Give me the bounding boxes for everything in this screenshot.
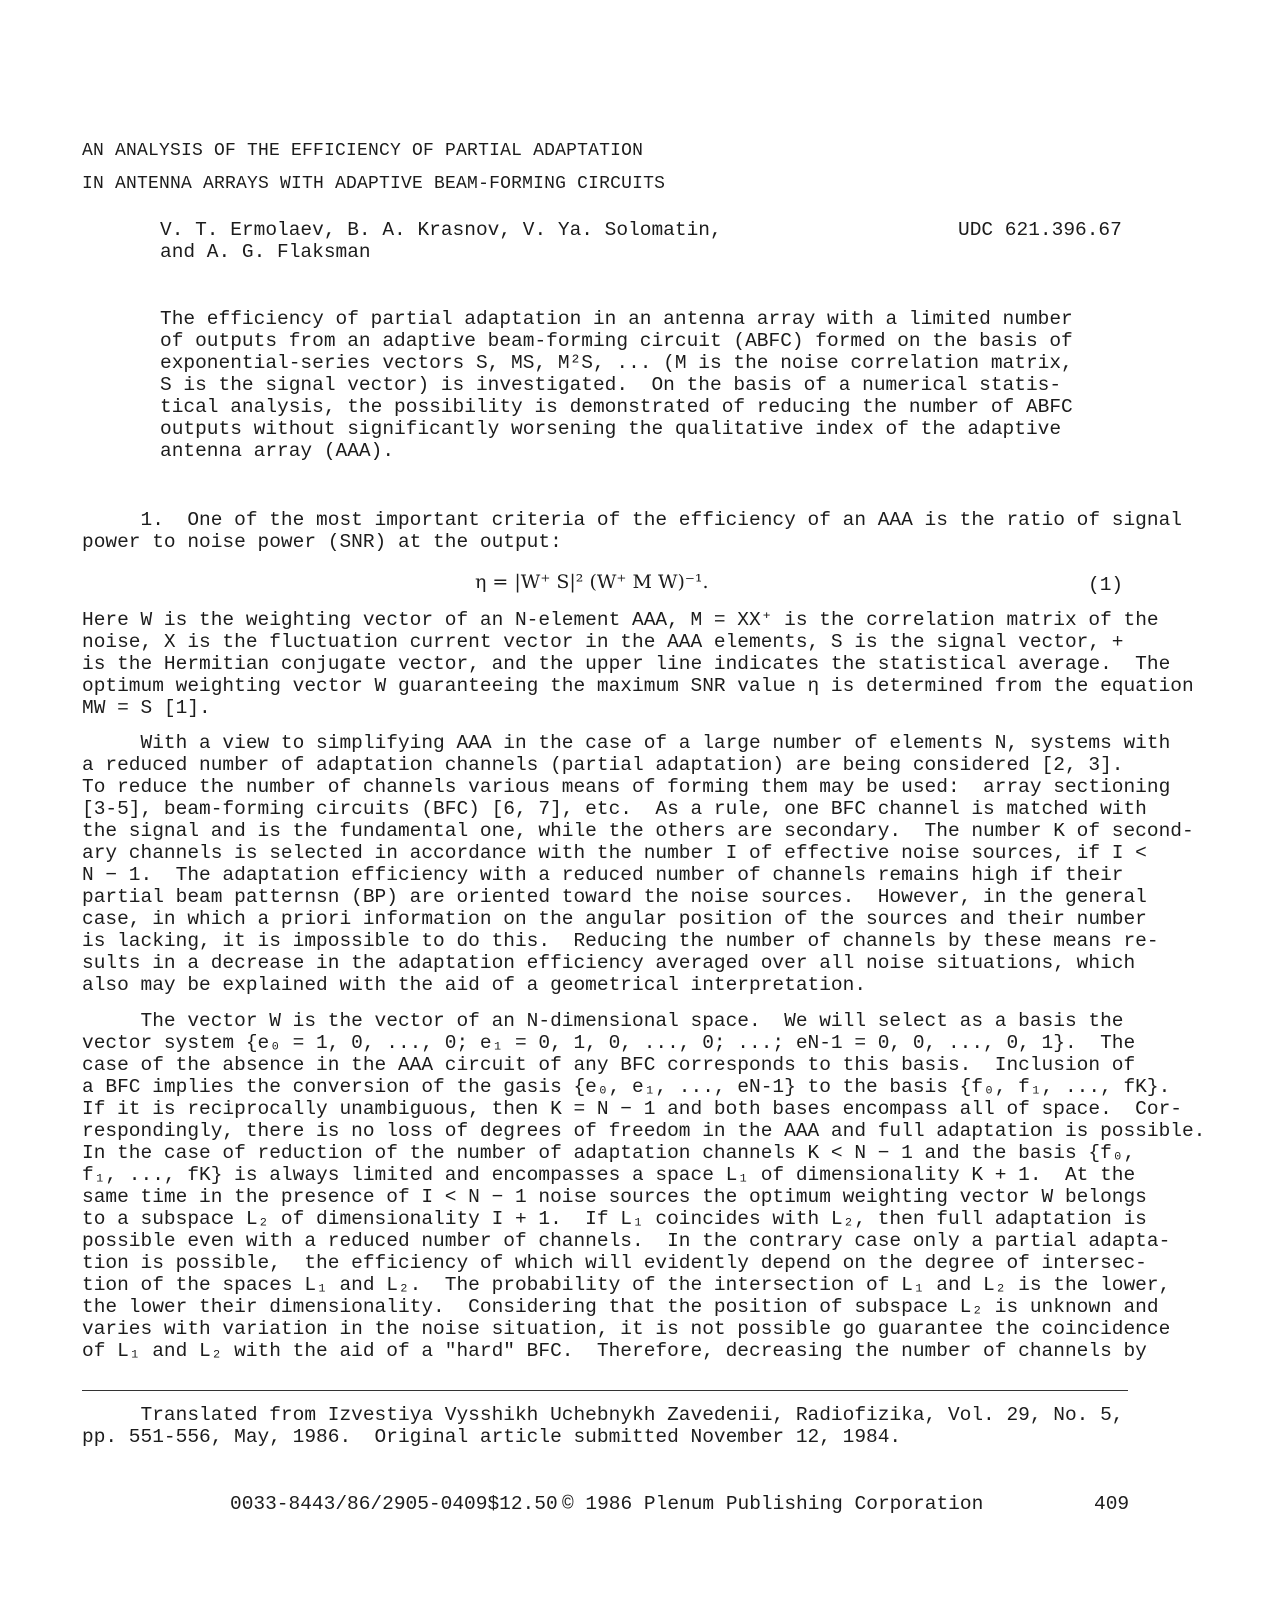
abstract-line: outputs without significantly worsening the qualitative index of the adaptive bbox=[160, 418, 1062, 440]
body-line: respondingly, there is no loss of degrees of freedom in the AAA and full adaptation is possible. bbox=[82, 1120, 1206, 1142]
footnote-line: pp. 551-556, May, 1986. Original article submitted November 12, 1984. bbox=[82, 1426, 902, 1448]
body-line: f₁, ..., fK} is always limited and encompasses a space L₁ of dimensionality K + 1. At the bbox=[82, 1164, 1136, 1186]
body-line: a reduced number of adaptation channels (partial adaptation) are being considered [2, 3]. bbox=[82, 754, 1124, 776]
body-line: tion of the spaces L₁ and L₂. The probability of the intersection of L₁ and L₂ is the lower, bbox=[82, 1274, 1171, 1296]
body-line: the lower their dimensionality. Considering that the position of subspace L₂ is unknown and bbox=[82, 1296, 1159, 1318]
body-line: also may be explained with the aid of a geometrical interpretation. bbox=[82, 974, 867, 996]
body-line: possible even with a reduced number of channels. In the contrary case only a partial adapta- bbox=[82, 1230, 1171, 1252]
body-line: same time in the presence of I < N − 1 noise sources the optimum weighting vector W belongs bbox=[82, 1186, 1147, 1208]
body-line: optimum weighting vector W guaranteeing the maximum SNR value η is determined from the equation bbox=[82, 675, 1194, 697]
equation-1: η = |W⁺ S|² (W⁺ M W)⁻¹. bbox=[475, 571, 709, 593]
body-line: varies with variation in the noise situation, it is not possible go guarantee the coincidence bbox=[82, 1318, 1171, 1340]
body-line: To reduce the number of channels various means of forming them may be used: array sectioning bbox=[82, 776, 1171, 798]
abstract-line: antenna array (AAA). bbox=[160, 440, 395, 462]
body-line: case of the absence in the AAA circuit of any BFC corresponds to this basis. Inclusion of bbox=[82, 1054, 1136, 1076]
body-line: a BFC implies the conversion of the gasis {e₀, e₁, ..., eN-1} to the basis {f₀, f₁, ..., fK}. bbox=[82, 1076, 1171, 1098]
paper-title-line-1: AN ANALYSIS OF THE EFFICIENCY OF PARTIAL ADAPTATION bbox=[82, 141, 644, 161]
body-line: MW = S [1]. bbox=[82, 697, 211, 719]
body-line: partial beam patternsn (BP) are oriented toward the noise sources. However, in the general bbox=[82, 886, 1147, 908]
body-line: power to noise power (SNR) at the output: bbox=[82, 531, 562, 553]
footnote-line: Translated from Izvestiya Vysshikh Uchebnykh Zavedenii, Radiofizika, Vol. 29, No. 5, bbox=[82, 1404, 1124, 1426]
publication-code: 0033-8443/86/2905-0409$12.50 bbox=[230, 1493, 558, 1515]
body-line: ary channels is selected in accordance with the number I of effective noise sources, if I < bbox=[82, 842, 1147, 864]
authors-line-2: and A. G. Flaksman bbox=[160, 241, 371, 263]
body-line: vector system {e₀ = 1, 0, ..., 0; e₁ = 0, 1, 0, ..., 0; ...; eN-1 = 0, 0, ..., 0, 1}. The bbox=[82, 1032, 1136, 1054]
abstract-line: S is the signal vector) is investigated. On the basis of a numerical statis- bbox=[160, 374, 1062, 396]
body-line: 1. One of the most important criteria of the efficiency of an AAA is the ratio of signal bbox=[82, 509, 1182, 531]
body-line: to a subspace L₂ of dimensionality I + 1. If L₁ coincides with L₂, then full adaptation is bbox=[82, 1208, 1147, 1230]
body-line: is lacking, it is impossible to do this. Reducing the number of channels by these means re- bbox=[82, 930, 1159, 952]
body-line: Here W is the weighting vector of an N-element AAA, M = XX⁺ is the correlation matrix of the bbox=[82, 609, 1159, 631]
body-line: The vector W is the vector of an N-dimensional space. We will select as a basis the bbox=[82, 1010, 1124, 1032]
authors-line-1: V. T. Ermolaev, B. A. Krasnov, V. Ya. Solomatin, bbox=[160, 219, 722, 241]
body-line: is the Hermitian conjugate vector, and the upper line indicates the statistical average. The bbox=[82, 653, 1171, 675]
abstract-line: The efficiency of partial adaptation in an antenna array with a limited number bbox=[160, 308, 1073, 330]
page-number: 409 bbox=[1094, 1493, 1130, 1515]
abstract-line: of outputs from an adaptive beam-forming circuit (ABFC) formed on the basis of bbox=[160, 330, 1073, 352]
body-line: [3-5], beam-forming circuits (BFC) [6, 7], etc. As a rule, one BFC channel is matched with bbox=[82, 798, 1147, 820]
equation-number: (1) bbox=[1088, 574, 1124, 596]
abstract-line: exponential-series vectors S, MS, M²S, ... (M is the noise correlation matrix, bbox=[160, 352, 1073, 374]
body-line: noise, X is the fluctuation current vector in the AAA elements, S is the signal vector, + bbox=[82, 631, 1124, 653]
body-line: tion is possible, the efficiency of which will evidently depend on the degree of intersec- bbox=[82, 1252, 1147, 1274]
body-line: N − 1. The adaptation efficiency with a reduced number of channels remains high if their bbox=[82, 864, 1124, 886]
abstract-line: tical analysis, the possibility is demonstrated of reducing the number of ABFC bbox=[160, 396, 1073, 418]
body-line: With a view to simplifying AAA in the case of a large number of elements N, systems with bbox=[82, 732, 1171, 754]
body-line: sults in a decrease in the adaptation efficiency averaged over all noise situations, which bbox=[82, 952, 1136, 974]
udc-code: UDC 621.396.67 bbox=[958, 219, 1122, 241]
paper-title-line-2: IN ANTENNA ARRAYS WITH ADAPTIVE BEAM-FORMING CIRCUITS bbox=[82, 174, 666, 194]
body-line: If it is reciprocally unambiguous, then K = N − 1 and both bases encompass all of space. Cor- bbox=[82, 1098, 1182, 1120]
copyright-notice: © 1986 Plenum Publishing Corporation bbox=[562, 1493, 984, 1515]
body-line: the signal and is the fundamental one, while the others are secondary. The number K of second- bbox=[82, 820, 1194, 842]
body-line: case, in which a priori information on the angular position of the sources and their number bbox=[82, 908, 1147, 930]
footnote-divider bbox=[82, 1390, 1128, 1391]
body-line: of L₁ and L₂ with the aid of a "hard" BFC. Therefore, decreasing the number of channels by bbox=[82, 1340, 1147, 1362]
body-line: In the case of reduction of the number of adaptation channels K < N − 1 and the basis {f₀, bbox=[82, 1142, 1136, 1164]
